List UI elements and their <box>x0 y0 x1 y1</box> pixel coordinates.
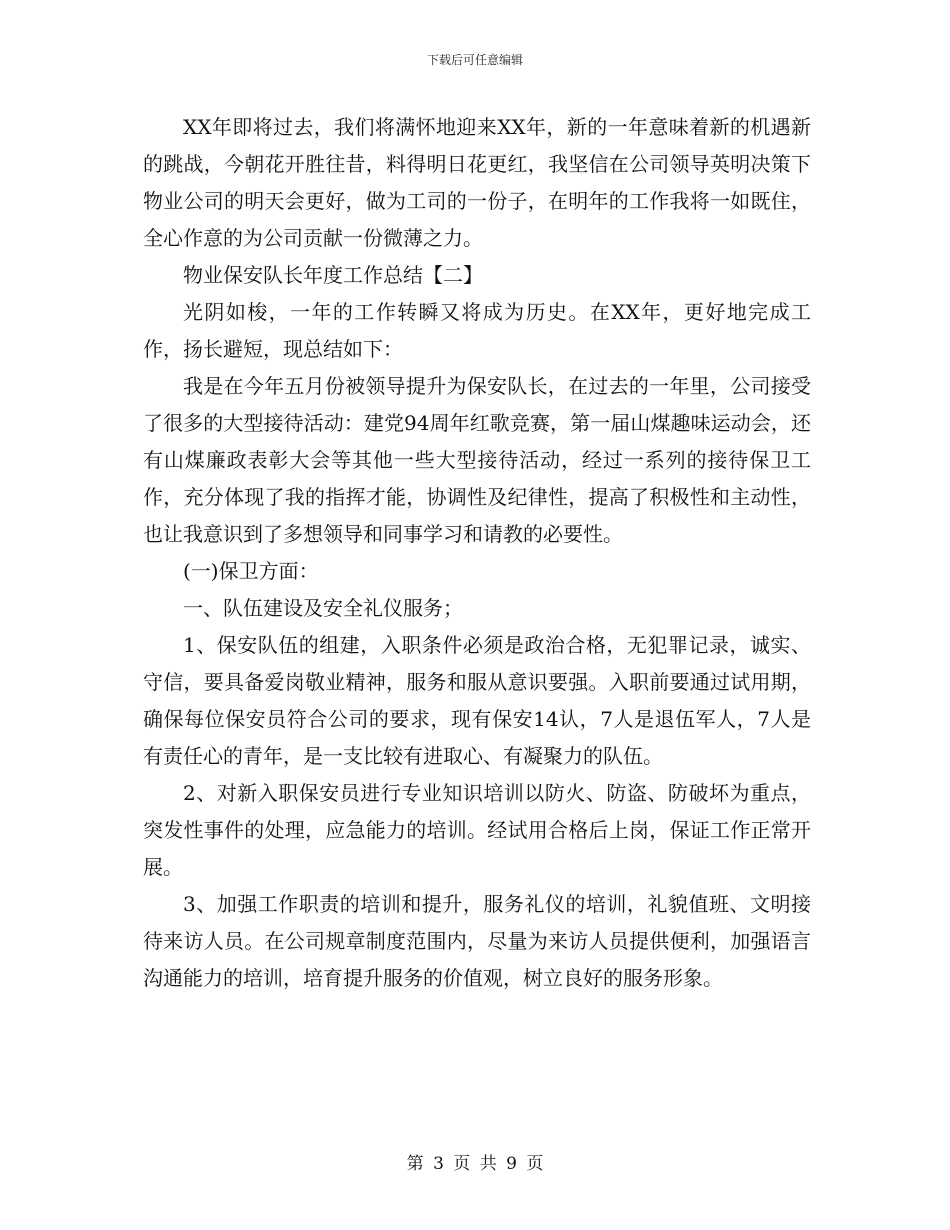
list-item-2: 2、对新入职保安员进行专业知识培训以防火、防盗、防破坏为重点，突发性事件的处理，应急能力的培训。经试用合格后上岗，保证工作正常开展。 <box>143 781 811 879</box>
list-item-1: 1、保安队伍的组建，入职条件必须是政治合格，无犯罪记录，诚实、守信，要具备爱岗敬业精神，服务和服从意识要强。入职前要通过试用期，确保每位保安员符合公司的要求，现有保安14认，7人是退伍军人，7人是有责任心的青年，是一支比较有进取心、有凝聚力的队伍。 <box>143 633 811 768</box>
page-number-footer: 第 3 页 共 9 页 <box>406 1154 544 1174</box>
subheading-security: (一)保卫方面： <box>183 559 319 583</box>
paragraph-intro: 光阴如梭，一年的工作转瞬又将成为历史。在XX年，更好地完成工作，扬长避短，现总结如下： <box>143 300 811 361</box>
paragraph-closing: XX年即将过去，我们将满怀地迎来XX年，新的一年意味着新的机遇新的跳战，今朝花开胜往昔，料得明日花更红，我坚信在公司领导英明决策下物业公司的明天会更好，做为工司的一份子，在明年的工作我将一如既住，全心作意的为公司贡献一份微薄之力。 <box>143 115 811 250</box>
list-item-3: 3、加强工作职责的培训和提升，服务礼仪的培训，礼貌值班、文明接待来访人员。在公司规章制度范围内，尽量为来访人员提供便利，加强语言沟通能力的培训，培育提升服务的价值观，树立良好的服务形象。 <box>143 892 811 990</box>
paragraph-overview: 我是在今年五月份被领导提升为保安队长，在过去的一年里，公司接受了很多的大型接待活动：建党94周年红歌竞赛，第一届山煤趣味运动会，还有山煤廉政表彰大会等其他一些大型接待活动，经过一系列的接待保卫工作，充分体现了我的指挥才能，协调性及纪律性，提高了积极性和主动性，也让我意识到了多想领导和同事学习和请教的必要性。 <box>143 374 811 546</box>
section-title: 物业保安队长年度工作总结【二】 <box>183 263 483 287</box>
subheading-team-building: 一、队伍建设及安全礼仪服务； <box>183 596 463 620</box>
page-header: 下载后可任意编辑 <box>426 53 523 67</box>
document-body <box>143 109 811 997</box>
